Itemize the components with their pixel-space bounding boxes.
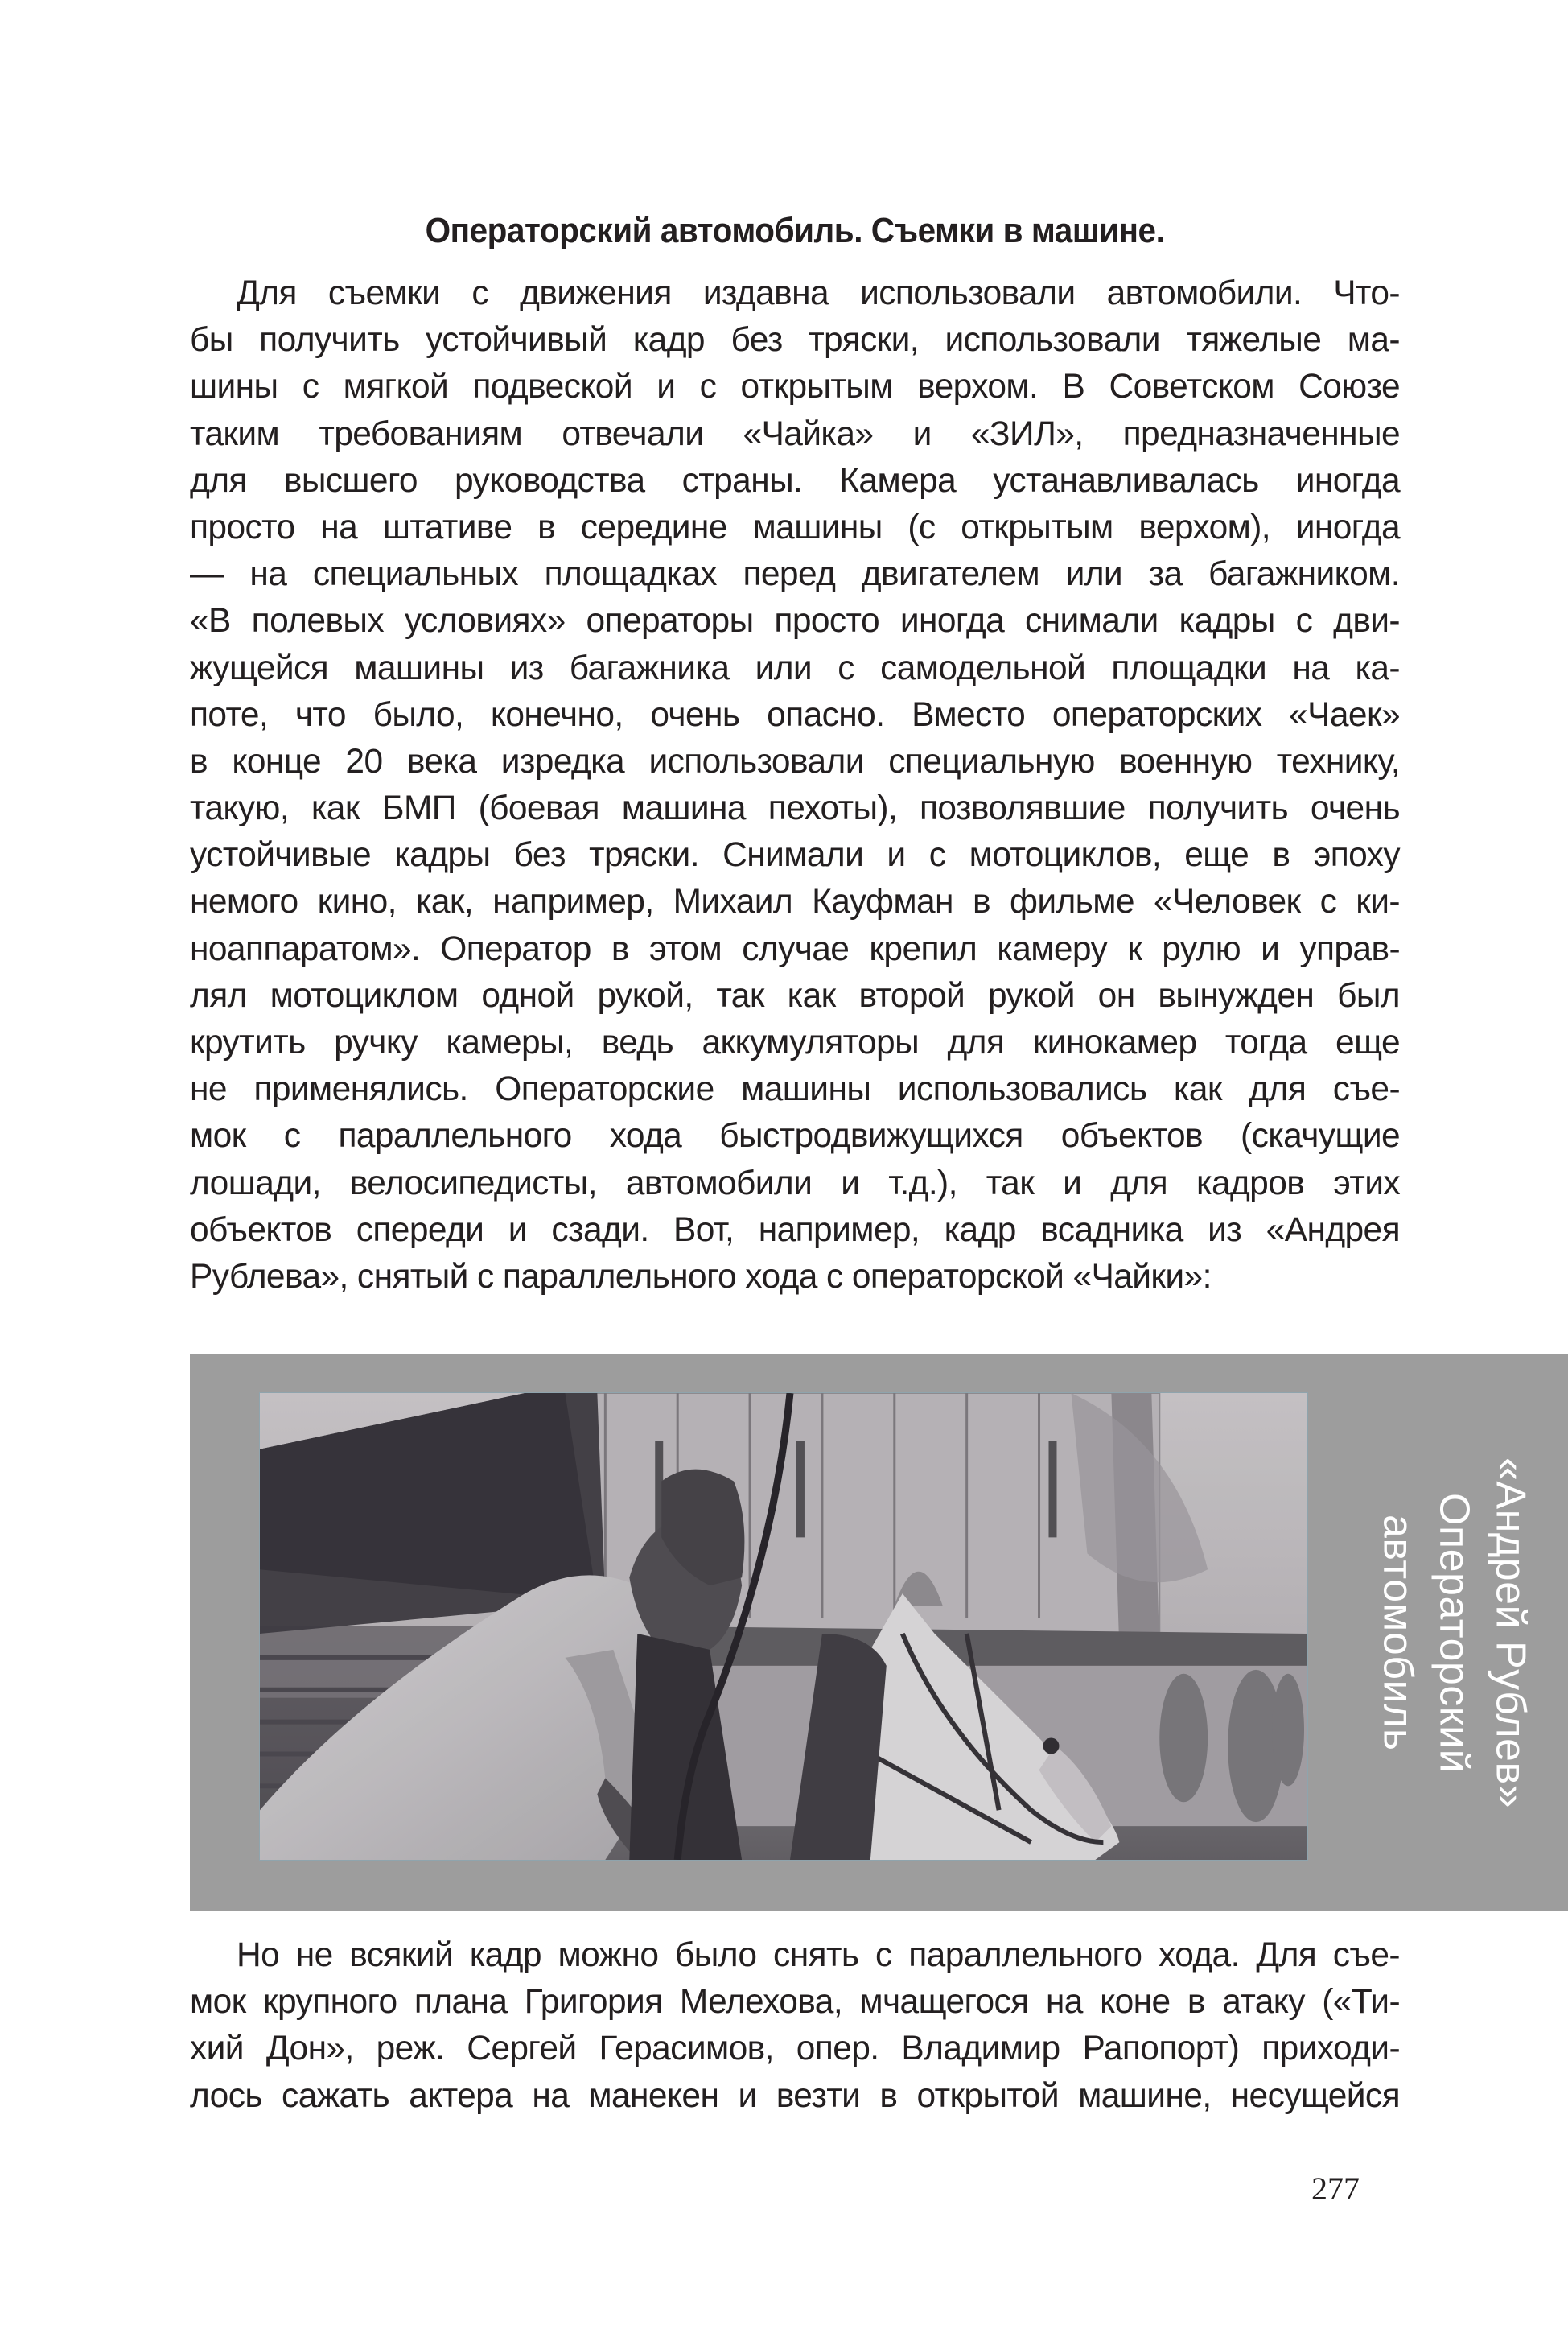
film-still-photo: [259, 1392, 1308, 1861]
text-line: бы получить устойчивый кадр без тряски, использовали тяжелые ма-: [190, 321, 1400, 360]
text-line: хий Дон», реж. Сергей Герасимов, опер. Владимир Рапопорт) приходи-: [190, 2030, 1400, 2068]
page-number: 277: [1311, 2170, 1360, 2207]
text-line: крутить ручку камеры, ведь аккумуляторы для кинокамер тогда еще: [190, 1024, 1400, 1061]
side-caption-text: [1370, 1457, 1539, 1808]
paragraph-2: [190, 1932, 1400, 2120]
text-line: немого кино, как, например, Михаил Кауфман в фильме «Человек с ки-: [190, 883, 1400, 921]
text-line: таким требованиям отвечали «Чайка» и «ЗИЛ», предназначенные: [190, 414, 1400, 453]
text-line: не применялись. Операторские машины использовались как для съе-: [190, 1070, 1400, 1109]
text-line: поте, что было, конечно, очень опасно. Вместо операторских «Чаек»: [190, 695, 1400, 734]
text-line: для высшего руководства страны. Камера устанавливалась иногда: [190, 461, 1400, 500]
text-line: Но не всякий кадр можно было снять с параллельного хода. Для съе-: [237, 1936, 1400, 1974]
text-line: Рублева», снятый с параллельного хода с операторской «Чайки»:: [190, 1257, 1212, 1296]
caption-film-title: «Андрей Рублев»: [1487, 1457, 1534, 1809]
text-line: ноаппаратом». Оператор в этом случае крепил камеру к рулю и управ-: [190, 930, 1400, 968]
text-line: мок с параллельного хода быстродвижущихся объектов (скачущие: [190, 1117, 1400, 1156]
text-line: «В полевых условиях» операторы просто иногда снимали кадры с дви-: [190, 602, 1400, 641]
text-line: лял мотоциклом одной рукой, так как второй рукой он вынужден был: [190, 976, 1400, 1015]
text-line: Для съемки с движения издавна использовали автомобили. Что-: [237, 274, 1400, 312]
film-still-image: [260, 1393, 1307, 1860]
text-line: жущейся машины из багажника или с самодельной площадки на ка-: [190, 649, 1400, 687]
text-line: такую, как БМП (боевая машина пехоты), позволявшие получить очень: [190, 789, 1400, 828]
figure-band: [190, 1354, 1568, 1911]
text-line: устойчивые кадры без тряски. Снимали и с мотоциклов, еще в эпоху: [190, 836, 1400, 875]
text-line: мок крупного плана Григория Мелехова, мчащегося на коне в атаку («Ти-: [190, 1983, 1400, 2022]
paragraph-1: [190, 270, 1400, 1301]
text-line: — на специальных площадках перед двигателем или за багажником.: [190, 555, 1400, 594]
text-line: шины с мягкой подвеской и с открытым верхом. В Советском Союзе: [190, 368, 1400, 406]
text-line: лось сажать актера на манекен и везти в открытой машине, несущейся: [190, 2076, 1400, 2115]
text-line: просто на штативе в середине машины (с открытым верхом), иногда: [190, 508, 1400, 546]
text-line: в конце 20 века изредка использовали специальную военную технику,: [190, 742, 1400, 781]
side-caption: [1340, 1354, 1568, 1911]
section-heading: Операторский автомобиль. Съемки в машине.: [425, 211, 1165, 251]
caption-line-3: автомобиль: [1374, 1515, 1422, 1751]
text-line: лошади, велосипедисты, автомобили и т.д.), так и для кадров этих: [190, 1164, 1400, 1202]
text-line: объектов спереди и сзади. Вот, например, кадр всадника из «Андрея: [190, 1210, 1400, 1249]
caption-line-2: Операторский: [1430, 1492, 1478, 1774]
